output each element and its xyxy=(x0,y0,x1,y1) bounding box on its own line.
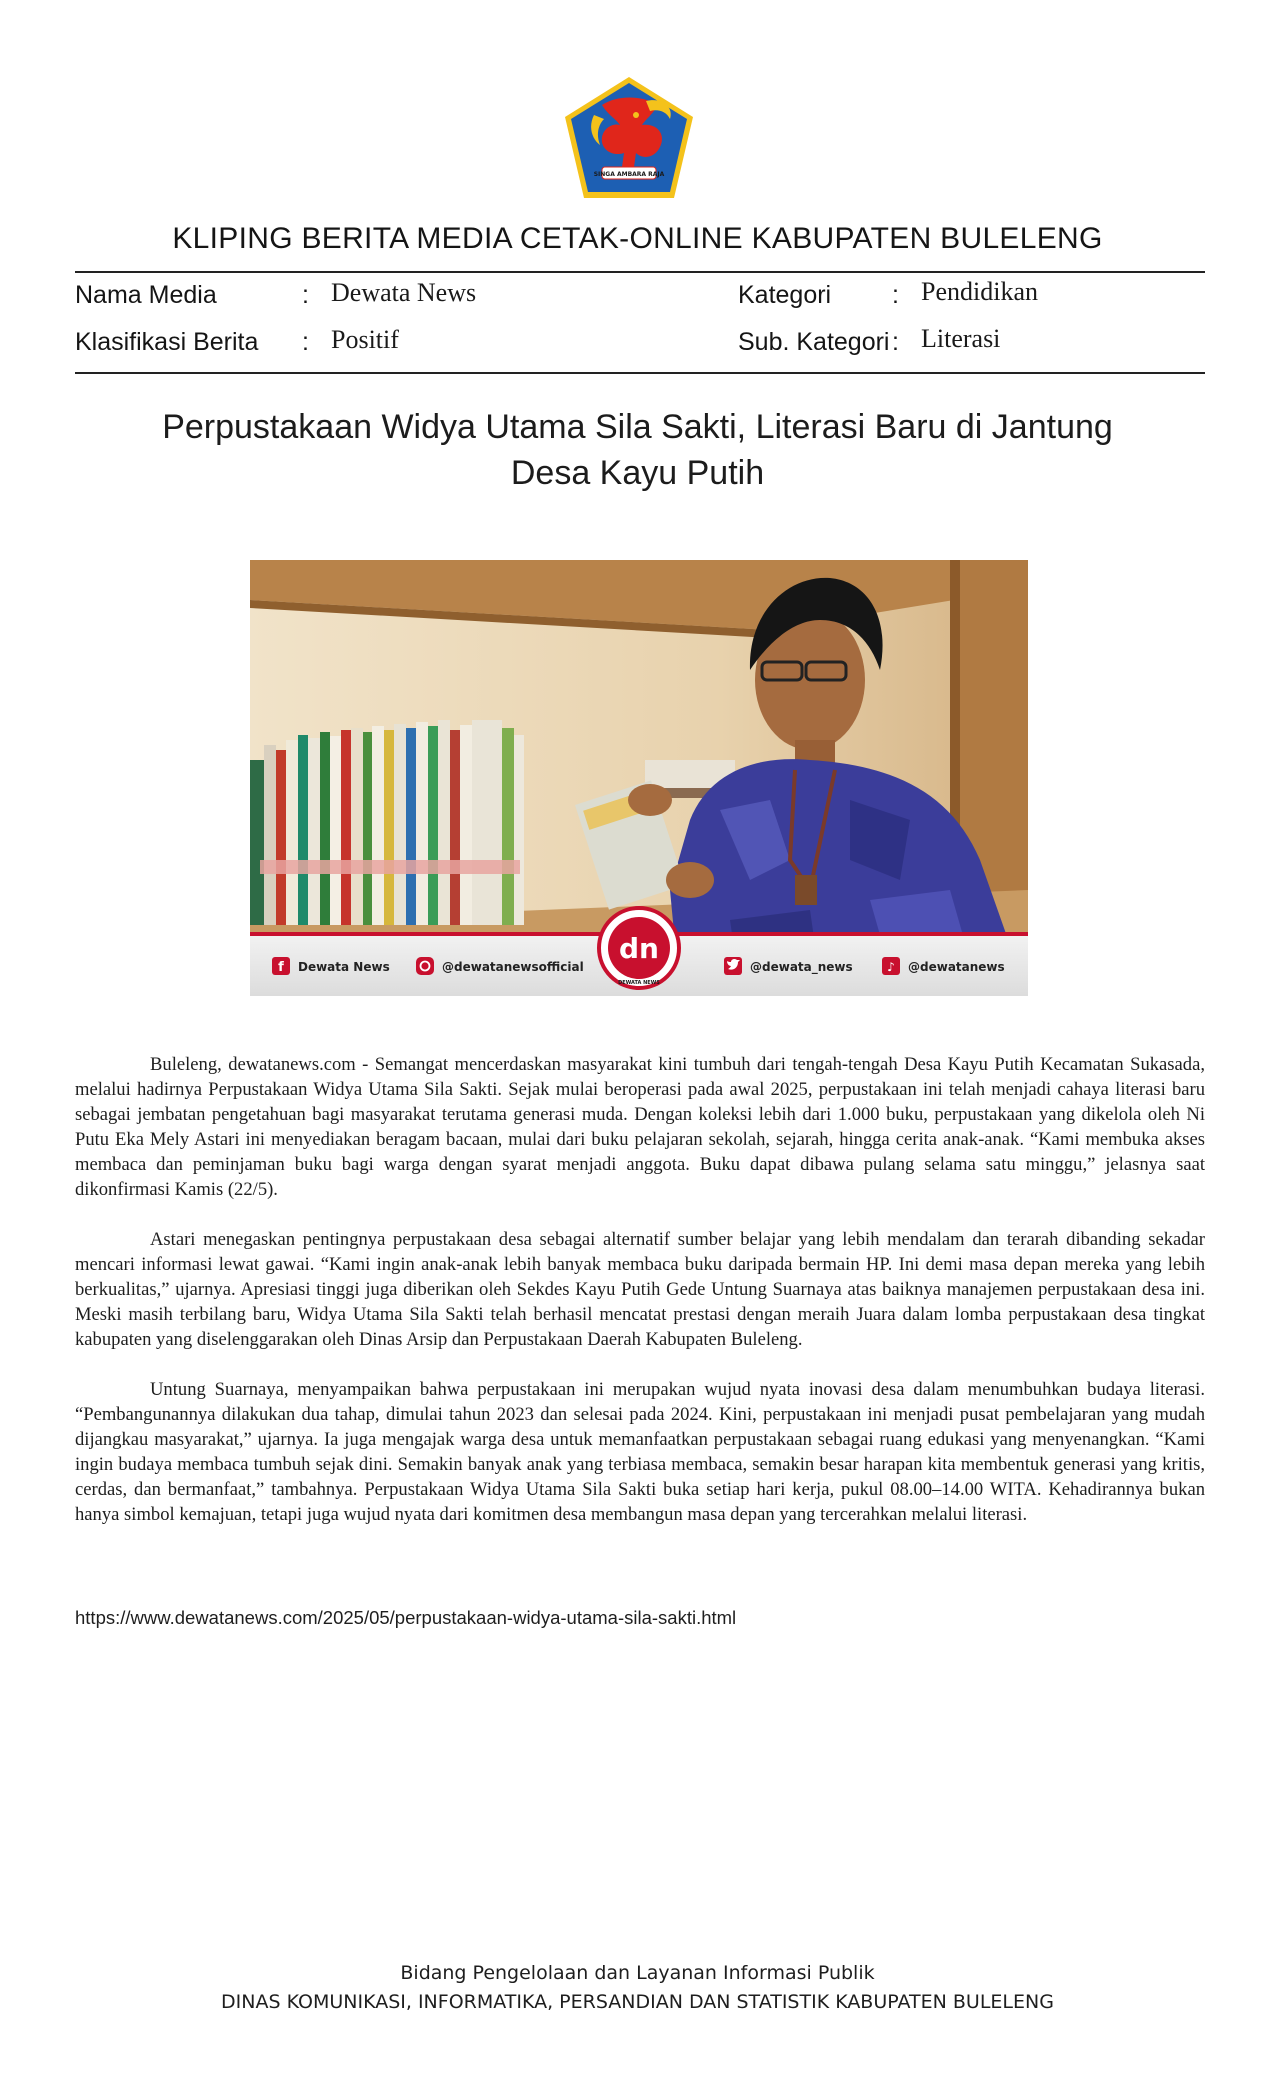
klasifikasi-berita-value: Positif xyxy=(331,325,399,354)
klasifikasi-berita-label: Klasifikasi Berita xyxy=(75,328,259,356)
kategori-colon: : xyxy=(892,281,899,309)
article-title-line-2: Desa Kayu Putih xyxy=(510,454,765,492)
sub-kategori-label: Sub. Kategori xyxy=(738,328,890,356)
header-bottom-divider xyxy=(75,372,1205,374)
twitter-handle: @dewata_news xyxy=(750,960,853,974)
nama-media-value: Dewata News xyxy=(331,278,477,307)
instagram-icon xyxy=(416,957,434,975)
svg-text:f: f xyxy=(278,960,284,975)
kategori-value: Pendidikan xyxy=(921,277,1038,306)
instagram-handle: @dewatanewsofficial xyxy=(442,960,584,974)
facebook-handle: Dewata News xyxy=(298,960,390,974)
buleleng-emblem-logo xyxy=(562,75,696,201)
kategori-label: Kategori xyxy=(738,281,832,309)
article-paragraph-1: Buleleng, dewatanews.com - Semangat mencerdaskan masyarakat kini tumbuh dari tengah-tengah Desa Kayu Putih Kecamatan Sukasada, melalui hadirnya Perpustakaan Widya Utama Sila Sakti. Sejak mulai beroperasi pada awal 2025, perpustakaan ini telah menjadi cahaya literasi baru sebagai jembatan pengetahuan bagi masyarakat terutama generasi muda. Dengan koleksi lebih dari 1.000 buku, perpustakaan yang dikelola oleh Ni Putu Eka Mely Astari ini menyediakan beragam bacaan, mulai dari buku pelajaran sekolah, sejarah, hingga cerita anak-anak. “Kami membuka akses membaca dan peminjaman buku bagi warga dengan syarat menjadi anggota. Buku dapat dibawa pulang selama satu minggu,” jelasnya saat dikonfirmasi Kamis (22/5). xyxy=(75,1054,1205,1200)
dewata-news-logo-text: dn xyxy=(619,932,659,965)
sub-kategori-value: Literasi xyxy=(921,324,1001,353)
article-photo xyxy=(250,560,1028,996)
nama-media-label: Nama Media xyxy=(75,281,217,309)
dewata-news-logo-subtext: DEWATA NEWS xyxy=(618,980,660,986)
sub-kategori-colon: : xyxy=(892,328,899,356)
tiktok-handle: @dewatanews xyxy=(908,960,1005,974)
klasifikasi-berita-colon: : xyxy=(302,328,309,356)
article-title xyxy=(140,404,1135,496)
nama-media-colon: : xyxy=(302,281,309,309)
header-top-divider xyxy=(75,271,1205,273)
emblem-motto: SINGA AMBARA RAJA xyxy=(593,171,665,178)
source-url-link[interactable]: https://www.dewatanews.com/2025/05/perpustakaan-widya-utama-sila-sakti.html xyxy=(75,1607,737,1628)
article-paragraph-3: Untung Suarnaya, menyampaikan bahwa perpustakaan ini merupakan wujud nyata inovasi desa dalam menumbuhkan budaya literasi. “Pembangunannya dilakukan dua tahap, dimulai tahun 2023 dan selesai pada 2024. Kini, perpustakaan ini menjadi pusat pembelajaran yang mudah dijangkau masyarakat,” ujarnya. Ia juga mengajak warga desa untuk memanfaatkan perpustakaan sebagai ruang edukasi yang menyenangkan. “Kami ingin budaya membaca tumbuh sejak dini. Semakin banyak anak yang terbiasa membaca, semakin besar harapan kita membentuk generasi yang kritis, cerdas, dan bermanfaat,” tambahnya. Perpustakaan Widya Utama Sila Sakti buka setiap hari kerja, pukul 08.00–14.00 WITA. Kehadirannya bukan hanya simbol kemajuan, tetapi juga wujud nyata dari komitmen desa membangun masa depan yang tercerahkan melalui literasi. xyxy=(75,1379,1205,1525)
article-title-line-1: Perpustakaan Widya Utama Sila Sakti, Literasi Baru di Jantung xyxy=(162,408,1113,446)
article-paragraph-2: Astari menegaskan pentingnya perpustakaan desa sebagai alternatif sumber belajar yang lebih mendalam dan terarah dibanding sekadar mencari informasi lewat gawai. “Kami ingin anak-anak lebih banyak membaca buku daripada bermain HP. Ini demi masa depan mereka yang lebih berkualitas,” ujarnya. Apresiasi tinggi juga diberikan oleh Sekdes Kayu Putih Gede Untung Suarnaya atas baiknya manajemen perpustakaan desa ini. Meski masih terbilang baru, Widya Utama Sila Sakti telah berhasil mencatat prestasi dengan meraih Juara dalam lomba perpustakaan desa tingkat kabupaten yang diselenggarakan oleh Dinas Arsip dan Perpustakaan Daerah Kabupaten Buleleng. xyxy=(75,1229,1205,1350)
svg-text:♪: ♪ xyxy=(887,960,895,974)
clipping-header-title: KLIPING BERITA MEDIA CETAK-ONLINE KABUPATEN BULELENG xyxy=(172,222,1103,255)
footer-agency: DINAS KOMUNIKASI, INFORMATIKA, PERSANDIAN DAN STATISTIK KABUPATEN BULELENG xyxy=(221,1991,1054,2013)
article-body xyxy=(75,1052,1205,1552)
footer-division: Bidang Pengelolaan dan Layanan Informasi Publik xyxy=(400,1962,875,1984)
